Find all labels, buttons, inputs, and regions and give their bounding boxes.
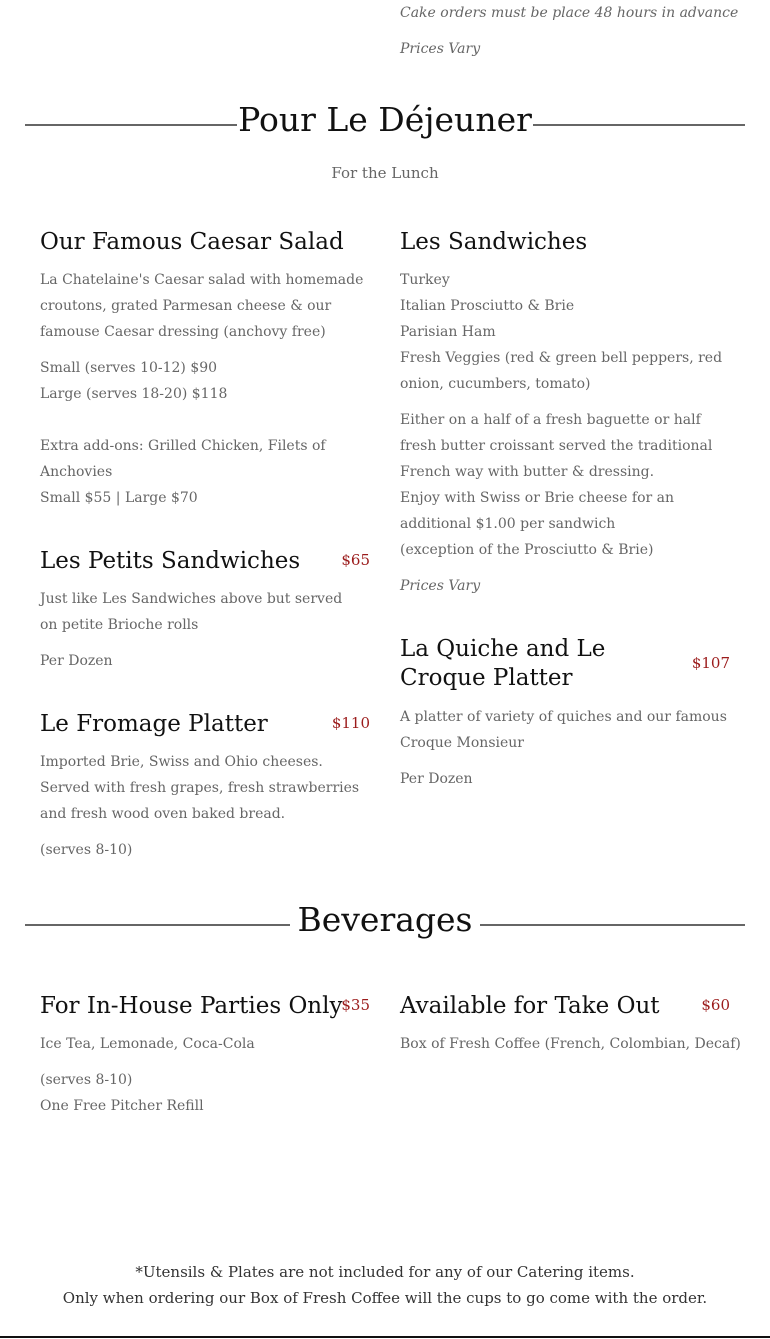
sandwiches-exception: (exception of the Prosciutto & Brie) [400,542,654,558]
inhouse-refill: One Free Pitcher Refill [40,1098,204,1114]
lunch-subtitle: For the Lunch [331,164,439,182]
beverages-section-title: Beverages [297,900,473,939]
caesar-addons: Extra add-ons: Grilled Chicken, Filets of Anchovies [40,438,326,480]
sandwich-option: Fresh Veggies (red & green bell peppers, red onion, cucumbers, tomato) [400,350,723,392]
sandwich-option: Parisian Ham [400,324,496,340]
quiche-title: La Quiche and Le Croque Platter [400,636,606,691]
caesar-small: Small (serves 10-12) $90 [40,360,218,376]
inhouse-price: $35 [341,996,370,1014]
quiche-description: A platter of variety of quiches and our famous Croque Monsieur [400,709,727,751]
divider-left [25,124,237,126]
sandwiches-options [400,267,745,397]
bottom-rule [0,1336,770,1338]
petits-unit: Per Dozen [40,653,113,669]
petits-title: Les Petits Sandwiches [40,548,301,574]
footer-line-utensils: *Utensils & Plates are not included for any of our Catering items. [135,1263,635,1281]
caesar-description: La Chatelaine's Caesar salad with homemade croutons, grated Parmesan cheese & our famouse Caesar dressing (anchovy free) [40,272,364,340]
sandwich-option: Italian Prosciutto & Brie [400,298,575,314]
prices-vary-note: Prices Vary [400,41,481,57]
takeout-title: Available for Take Out [400,993,660,1019]
quiche-unit: Per Dozen [400,771,473,787]
sandwich-option: Turkey [400,272,450,288]
takeout-price: $60 [701,996,730,1014]
takeout-description: Box of Fresh Coffee (French, Colombian, Decaf) [400,1036,741,1052]
petits-description: Just like Les Sandwiches above but served on petite Brioche rolls [40,591,343,633]
footer-line-cups: Only when ordering our Box of Fresh Coffee will the cups to go come with the order. [62,1289,708,1307]
sandwiches-description: Either on a half of a fresh baguette or half fresh butter croissant served the traditional French way with butter & dressing. [400,412,713,480]
divider-left [25,924,290,926]
sandwiches-cheese: Enjoy with Swiss or Brie cheese for an additional $1.00 per sandwich [400,490,675,532]
inhouse-description: Ice Tea, Lemonade, Coca-Cola [40,1036,255,1052]
fromage-title: Le Fromage Platter [40,711,268,737]
inhouse-title: For In-House Parties Only [40,993,343,1019]
inhouse-details [40,1067,360,1119]
quiche-price: $107 [691,654,730,672]
fromage-serves: (serves 8-10) [40,842,133,858]
fromage-price: $110 [331,714,370,732]
sandwiches-title: Les Sandwiches [400,229,588,255]
footer-note [0,1259,770,1311]
divider-right [533,124,745,126]
caesar-sizes [40,355,370,407]
caesar-addon-prices: Small $55 | Large $70 [40,490,198,506]
divider-right [480,924,745,926]
caesar-large: Large (serves 18-20) $118 [40,386,228,402]
fromage-description: Imported Brie, Swiss and Ohio cheeses. Served with fresh grapes, fresh strawberries and fresh wood oven baked bread. [40,754,360,822]
inhouse-serves: (serves 8-10) [40,1072,133,1088]
cake-order-note: Cake orders must be place 48 hours in advance [400,5,739,21]
petits-price: $65 [341,551,370,569]
lunch-section-title: Pour Le Déjeuner [238,100,532,139]
caesar-title: Our Famous Caesar Salad [40,229,344,255]
sandwiches-prices-vary: Prices Vary [400,578,481,594]
